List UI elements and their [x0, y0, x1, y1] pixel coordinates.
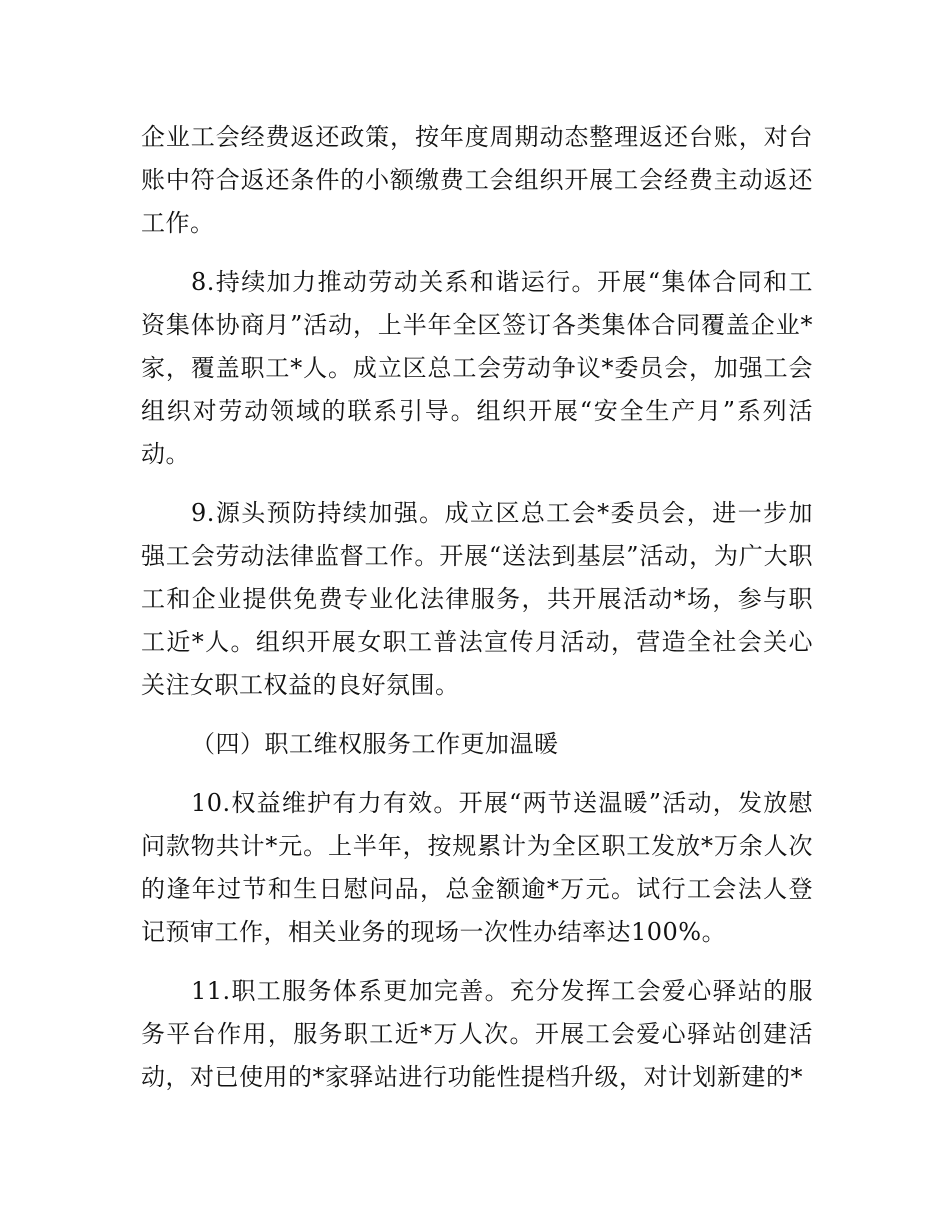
paragraph-item-10: 10.权益维护有力有效。开展“两节送温暖”活动，发放慰问款物共计*元。上半年，按规累计为全区职工发放*万余人次的逢年过节和生日慰问品，总金额逾*万元。试行工会法人登记预审工作，相关业务的现场一次性办结率达100%。: [141, 789, 813, 946]
paragraph-continuation: 企业工会经费返还政策，按年度周期动态整理返还台账，对台账中符合返还条件的小额缴费工会组织开展工会经费主动返还工作。: [141, 123, 813, 237]
document-body: [141, 116, 813, 1115]
section-heading-4: （四）职工维权服务工作更加温暖: [191, 730, 559, 758]
paragraph-item-11: 11.职工服务体系更加完善。充分发挥工会爱心驿站的服务平台作用，服务职工近*万人次。开展工会爱心驿站创建活动，对已使用的*家驿站进行功能性提档升级，对计划新建的*: [141, 977, 813, 1091]
paragraph-item-9: 9.源头预防持续加强。成立区总工会*委员会，进一步加强工会劳动法律监督工作。开展“送法到基层”活动，为广大职工和企业提供免费专业化法律服务，共开展活动*场，参与职工近*人。组织开展女职工普法宣传月活动，营造全社会关心关注女职工权益的良好氛围。: [141, 499, 813, 699]
paragraph-item-8: 8.持续加力推动劳动关系和谐运行。开展“集体合同和工资集体协商月”活动，上半年全区签订各类集体合同覆盖企业*家，覆盖职工*人。成立区总工会劳动争议*委员会，加强工会组织对劳动领域的联系引导。组织开展“安全生产月”系列活动。: [141, 268, 813, 468]
